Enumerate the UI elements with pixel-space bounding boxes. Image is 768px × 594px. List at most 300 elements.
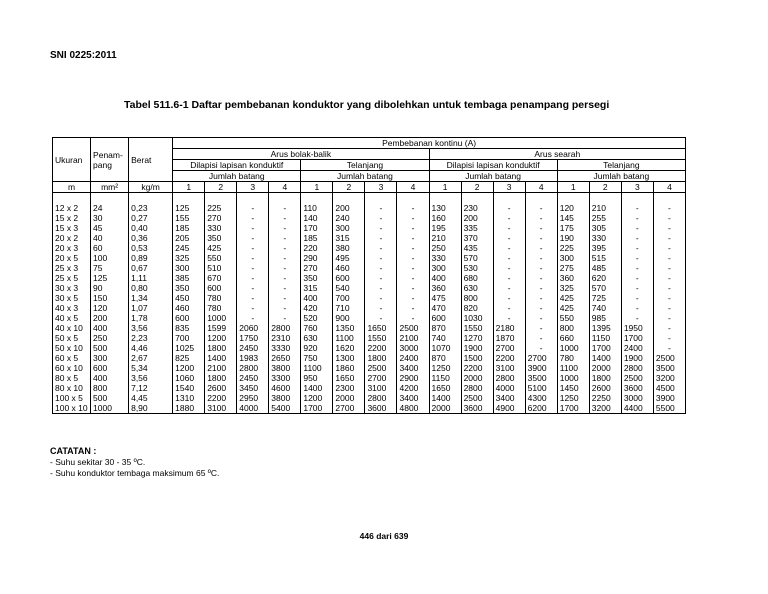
table-cell: 205 (173, 233, 205, 243)
table-cell: 5,34 (129, 363, 173, 373)
header-n: 1 (557, 182, 589, 193)
table-cell: 250 (91, 333, 129, 343)
table-cell: 1395 (589, 323, 621, 333)
table-cell: 4900 (493, 403, 525, 414)
table-cell: 1650 (429, 383, 461, 393)
table-cell: 600 (429, 313, 461, 323)
table-cell: 1900 (461, 343, 493, 353)
table-cell: 2800 (493, 373, 525, 383)
table-cell: 175 (557, 223, 589, 233)
table-cell: 780 (205, 303, 237, 313)
table-cell: 2800 (269, 323, 301, 333)
table-cell: 1870 (493, 333, 525, 343)
table-cell: 3600 (461, 403, 493, 414)
table-cell: 2800 (365, 393, 397, 403)
spacer-cell (91, 193, 129, 204)
table-cell: - (525, 263, 557, 273)
table-cell: 120 (91, 303, 129, 313)
table-cell: 75 (91, 263, 129, 273)
table-cell: 3500 (653, 363, 685, 373)
header-n: 3 (237, 182, 269, 193)
table-cell: 300 (91, 353, 129, 363)
table-cell: 1000 (205, 313, 237, 323)
table-cell: - (493, 283, 525, 293)
table-cell: 275 (557, 263, 589, 273)
spacer-cell (557, 193, 589, 204)
header-n: 1 (429, 182, 461, 193)
table-cell: 1060 (173, 373, 205, 383)
table-cell: 540 (333, 283, 365, 293)
table-cell: 395 (589, 243, 621, 253)
table-cell: 2000 (461, 373, 493, 383)
header-n: 4 (525, 182, 557, 193)
table-cell: 125 (173, 203, 205, 213)
table-cell: - (237, 263, 269, 273)
table-row (53, 293, 686, 303)
table-cell: - (237, 203, 269, 213)
table-cell: - (397, 293, 429, 303)
table-cell: 3600 (621, 383, 653, 393)
table-cell: 570 (461, 253, 493, 263)
table-cell: - (621, 303, 653, 313)
spacer-cell (653, 193, 685, 204)
header-n: 2 (461, 182, 493, 193)
table-cell: - (397, 273, 429, 283)
table-cell: 2,67 (129, 353, 173, 363)
table-cell: 90 (91, 283, 129, 293)
table-cell: - (653, 243, 685, 253)
table-cell: 80 x 10 (53, 383, 91, 393)
table-cell: 110 (301, 203, 333, 213)
table-cell: 1540 (173, 383, 205, 393)
table-cell: - (365, 263, 397, 273)
table-cell: 460 (173, 303, 205, 313)
table-cell: 600 (205, 283, 237, 293)
table-cell: 200 (461, 213, 493, 223)
table-cell: 425 (557, 293, 589, 303)
table-cell: - (397, 303, 429, 313)
table-cell: 360 (557, 273, 589, 283)
table-cell: 3900 (525, 363, 557, 373)
table-cell: 740 (429, 333, 461, 343)
table-cell: - (525, 253, 557, 263)
table-cell: 40 x 3 (53, 303, 91, 313)
table-cell: 185 (173, 223, 205, 233)
table-cell: 80 x 5 (53, 373, 91, 383)
table-cell: 2700 (525, 353, 557, 363)
table-cell: - (237, 253, 269, 263)
table-cell: 160 (429, 213, 461, 223)
table-cell: - (653, 303, 685, 313)
note-item: - Suhu sekitar 30 - 35 ºC. (50, 457, 146, 467)
table-cell: 145 (557, 213, 589, 223)
header-penampang: Penam-pang (91, 138, 129, 182)
table-cell: 350 (205, 233, 237, 243)
table-cell: - (365, 253, 397, 263)
table-cell: 495 (333, 253, 365, 263)
table-cell: 4800 (397, 403, 429, 414)
table-cell: - (621, 293, 653, 303)
table-cell: 130 (429, 203, 461, 213)
table-cell: 1800 (365, 353, 397, 363)
table-cell: 1,34 (129, 293, 173, 303)
table-cell: - (269, 283, 301, 293)
table-cell: 100 x 5 (53, 393, 91, 403)
table-cell: 1983 (237, 353, 269, 363)
table-cell: - (525, 243, 557, 253)
table-cell: - (397, 253, 429, 263)
table-cell: 270 (205, 213, 237, 223)
table-cell: 5400 (269, 403, 301, 414)
table-cell: 24 (91, 203, 129, 213)
table-cell: - (525, 213, 557, 223)
table-cell: 200 (333, 203, 365, 213)
table-cell: 1450 (557, 383, 589, 393)
table-cell: 700 (173, 333, 205, 343)
table-row (53, 373, 686, 383)
table-cell: 1400 (589, 353, 621, 363)
table-cell: 985 (589, 313, 621, 323)
table-cell: 20 x 3 (53, 243, 91, 253)
table-cell: 385 (173, 273, 205, 283)
table-cell: 190 (557, 233, 589, 243)
table-cell: 820 (461, 303, 493, 313)
table-cell: 60 x 10 (53, 363, 91, 373)
spacer-cell (333, 193, 365, 204)
table-cell: 2700 (333, 403, 365, 414)
table-cell: 4000 (237, 403, 269, 414)
table-cell: - (397, 233, 429, 243)
table-cell: 2200 (493, 353, 525, 363)
table-cell: 1800 (205, 373, 237, 383)
header-n: 2 (333, 182, 365, 193)
unit-penampang: mm² (91, 182, 129, 193)
table-cell: 330 (589, 233, 621, 243)
table-cell: - (397, 203, 429, 213)
table-cell: 200 (91, 313, 129, 323)
table-cell: 740 (589, 303, 621, 313)
table-cell: 710 (333, 303, 365, 313)
table-cell: 125 (91, 273, 129, 283)
table-cell: 870 (429, 323, 461, 333)
table-cell: 530 (461, 263, 493, 273)
table-row (53, 333, 686, 343)
table-cell: 470 (429, 303, 461, 313)
table-cell: 3900 (653, 393, 685, 403)
table-cell: 1200 (301, 393, 333, 403)
table-row (53, 313, 686, 323)
table-cell: 3,56 (129, 373, 173, 383)
table-cell: 2650 (269, 353, 301, 363)
table-cell: 255 (589, 213, 621, 223)
note-item: - Suhu konduktor tembaga maksimum 65 ºC. (50, 468, 220, 478)
table-cell: - (653, 233, 685, 243)
table-cell: - (525, 203, 557, 213)
table-cell: - (237, 243, 269, 253)
table-cell: 30 x 5 (53, 293, 91, 303)
table-cell: 3800 (269, 363, 301, 373)
page-number: 446 dari 639 (359, 531, 409, 541)
table-cell: 1620 (333, 343, 365, 353)
table-cell: 1599 (205, 323, 237, 333)
table-cell: - (621, 223, 653, 233)
table-row (53, 353, 686, 363)
table-cell: - (365, 233, 397, 243)
table-cell: 230 (461, 203, 493, 213)
table-cell: - (365, 293, 397, 303)
table-cell: 2600 (205, 383, 237, 393)
table-cell: 1550 (365, 333, 397, 343)
table-cell: 3400 (493, 393, 525, 403)
spacer-cell (461, 193, 493, 204)
table-body (53, 193, 686, 414)
table-cell: - (269, 273, 301, 283)
table-cell: - (653, 343, 685, 353)
table-cell: 450 (173, 293, 205, 303)
table-cell: 3330 (269, 343, 301, 353)
table-cell: 1300 (333, 353, 365, 363)
table-cell: 2450 (237, 373, 269, 383)
table-cell: 800 (461, 293, 493, 303)
table-cell: - (397, 263, 429, 273)
table-row (53, 403, 686, 414)
table-cell: - (269, 313, 301, 323)
table-cell: 2100 (205, 363, 237, 373)
table-cell: 4,45 (129, 393, 173, 403)
table-cell: 370 (461, 233, 493, 243)
table-cell: 350 (173, 283, 205, 293)
table-cell: 4200 (397, 383, 429, 393)
table-cell: - (525, 323, 557, 333)
table-cell: 2400 (621, 343, 653, 353)
table-cell: 630 (461, 283, 493, 293)
table-cell: 100 (91, 253, 129, 263)
header-ukuran: Ukuran (53, 138, 91, 182)
header-ac-telanjang: Telanjang (301, 160, 429, 171)
table-cell: - (397, 283, 429, 293)
table-cell: 15 x 2 (53, 213, 91, 223)
table-cell: - (525, 343, 557, 353)
table-cell: 225 (205, 203, 237, 213)
table-cell: - (269, 293, 301, 303)
table-cell: 0,27 (129, 213, 173, 223)
table-cell: 60 x 5 (53, 353, 91, 363)
table-cell: 1100 (333, 333, 365, 343)
spacer-cell (493, 193, 525, 204)
unit-ukuran: m (53, 182, 91, 193)
table-cell: - (653, 273, 685, 283)
table-cell: 12 x 2 (53, 203, 91, 213)
table-cell: 2300 (333, 383, 365, 393)
spacer-cell (365, 193, 397, 204)
table-cell: 725 (589, 293, 621, 303)
header-pembebanan: Pembebanan kontinu (A) (173, 138, 686, 149)
table-row (53, 393, 686, 403)
table-cell: 1350 (333, 323, 365, 333)
table-cell: - (493, 273, 525, 283)
table-cell: - (621, 203, 653, 213)
table-cell: 1000 (557, 373, 589, 383)
table-cell: 1650 (365, 323, 397, 333)
table-cell: 3100 (365, 383, 397, 393)
spacer-row (53, 193, 686, 204)
table-cell: 1150 (429, 373, 461, 383)
table-cell: - (365, 243, 397, 253)
table-cell: 225 (557, 243, 589, 253)
notes (50, 446, 219, 479)
table-cell: 3400 (397, 363, 429, 373)
table-cell: 620 (589, 273, 621, 283)
spacer-cell (173, 193, 205, 204)
table-cell: - (237, 213, 269, 223)
table-cell: 2310 (269, 333, 301, 343)
table-cell: 40 x 10 (53, 323, 91, 333)
table-cell: - (525, 313, 557, 323)
table-cell: 300 (429, 263, 461, 273)
table-cell: 3400 (397, 393, 429, 403)
table-cell: 1400 (205, 353, 237, 363)
table-cell: - (525, 333, 557, 343)
table-row (53, 383, 686, 393)
table-cell: 0,36 (129, 233, 173, 243)
table-cell: 485 (589, 263, 621, 273)
table-cell: 1900 (621, 353, 653, 363)
table-cell: 25 x 3 (53, 263, 91, 273)
spacer-cell (397, 193, 429, 204)
table-cell: 3800 (269, 393, 301, 403)
table-cell: 1950 (621, 323, 653, 333)
table-cell: - (653, 223, 685, 233)
table-cell: 1500 (461, 353, 493, 363)
table-cell: 1070 (429, 343, 461, 353)
table-cell: 2000 (333, 393, 365, 403)
header-n: 4 (653, 182, 685, 193)
table-cell: 1100 (557, 363, 589, 373)
table-cell: 250 (429, 243, 461, 253)
table-cell: - (653, 313, 685, 323)
table-cell: 825 (173, 353, 205, 363)
table-cell: 900 (333, 313, 365, 323)
table-cell: - (493, 293, 525, 303)
table-row (53, 233, 686, 243)
header-jumlah-batang: Jumlah batang (429, 171, 557, 182)
table-cell: - (493, 263, 525, 273)
table-cell: 335 (461, 223, 493, 233)
table-cell: - (365, 303, 397, 313)
table-cell: 2000 (589, 363, 621, 373)
table-cell: 1750 (237, 333, 269, 343)
table-cell: 780 (557, 353, 589, 363)
table-cell: 600 (91, 363, 129, 373)
table-cell: 1030 (461, 313, 493, 323)
table-cell: - (493, 303, 525, 313)
table-cell: 300 (173, 263, 205, 273)
table-cell: 780 (205, 293, 237, 303)
table-row (53, 343, 686, 353)
table-cell: 50 x 5 (53, 333, 91, 343)
table-cell: 435 (461, 243, 493, 253)
table-cell: - (237, 233, 269, 243)
table-cell: - (397, 213, 429, 223)
table-cell: 300 (557, 253, 589, 263)
table-cell: 3600 (365, 403, 397, 414)
table-cell: - (653, 293, 685, 303)
table-cell: 4600 (269, 383, 301, 393)
table-cell: - (621, 313, 653, 323)
table-cell: - (621, 253, 653, 263)
table-cell: 330 (429, 253, 461, 263)
table-cell: - (237, 283, 269, 293)
header-arus-searah: Arus searah (429, 149, 685, 160)
table-cell: 2180 (493, 323, 525, 333)
table-cell: 1200 (173, 363, 205, 373)
table-cell: 2500 (621, 373, 653, 383)
table-cell: - (269, 243, 301, 253)
table-cell: - (621, 283, 653, 293)
header-n: 2 (589, 182, 621, 193)
table-cell: 1250 (429, 363, 461, 373)
header-n: 3 (365, 182, 397, 193)
table-cell: 305 (589, 223, 621, 233)
table-cell: 2600 (589, 383, 621, 393)
table-cell: 6200 (525, 403, 557, 414)
table-cell: 350 (301, 273, 333, 283)
table-cell: - (493, 233, 525, 243)
table-cell: 500 (91, 343, 129, 353)
table-cell: 520 (301, 313, 333, 323)
header-jumlah-batang: Jumlah batang (301, 171, 429, 182)
spacer-cell (301, 193, 333, 204)
table-cell: 550 (557, 313, 589, 323)
standard-code: SNI 0225:2011 (50, 50, 117, 61)
table-cell: 475 (429, 293, 461, 303)
table-cell: - (493, 213, 525, 223)
table-cell: - (269, 263, 301, 273)
spacer-cell (429, 193, 461, 204)
table-cell: 750 (301, 353, 333, 363)
table-cell: 140 (301, 213, 333, 223)
table-cell: - (365, 203, 397, 213)
table-cell: 220 (301, 243, 333, 253)
table-cell: 1150 (589, 333, 621, 343)
table-cell: 760 (301, 323, 333, 333)
table-cell: 25 x 5 (53, 273, 91, 283)
table-cell: 210 (429, 233, 461, 243)
table-cell: - (269, 223, 301, 233)
table-cell: 510 (205, 263, 237, 273)
table-cell: - (493, 223, 525, 233)
table-cell: - (365, 283, 397, 293)
table-cell: 2,23 (129, 333, 173, 343)
table-cell: - (525, 273, 557, 283)
table-cell: 7,12 (129, 383, 173, 393)
table-cell: 0,23 (129, 203, 173, 213)
spacer-cell (237, 193, 269, 204)
header-jumlah-batang: Jumlah batang (557, 171, 685, 182)
table-cell: 1250 (557, 393, 589, 403)
table-cell: 185 (301, 233, 333, 243)
table-row (53, 253, 686, 263)
table-cell: 0,89 (129, 253, 173, 263)
table-cell: 3100 (205, 403, 237, 414)
table-cell: - (269, 253, 301, 263)
spacer-cell (589, 193, 621, 204)
table-cell: - (621, 213, 653, 223)
table-cell: 2500 (653, 353, 685, 363)
table-row (53, 213, 686, 223)
table-cell: 1400 (301, 383, 333, 393)
table-cell: 670 (205, 273, 237, 283)
